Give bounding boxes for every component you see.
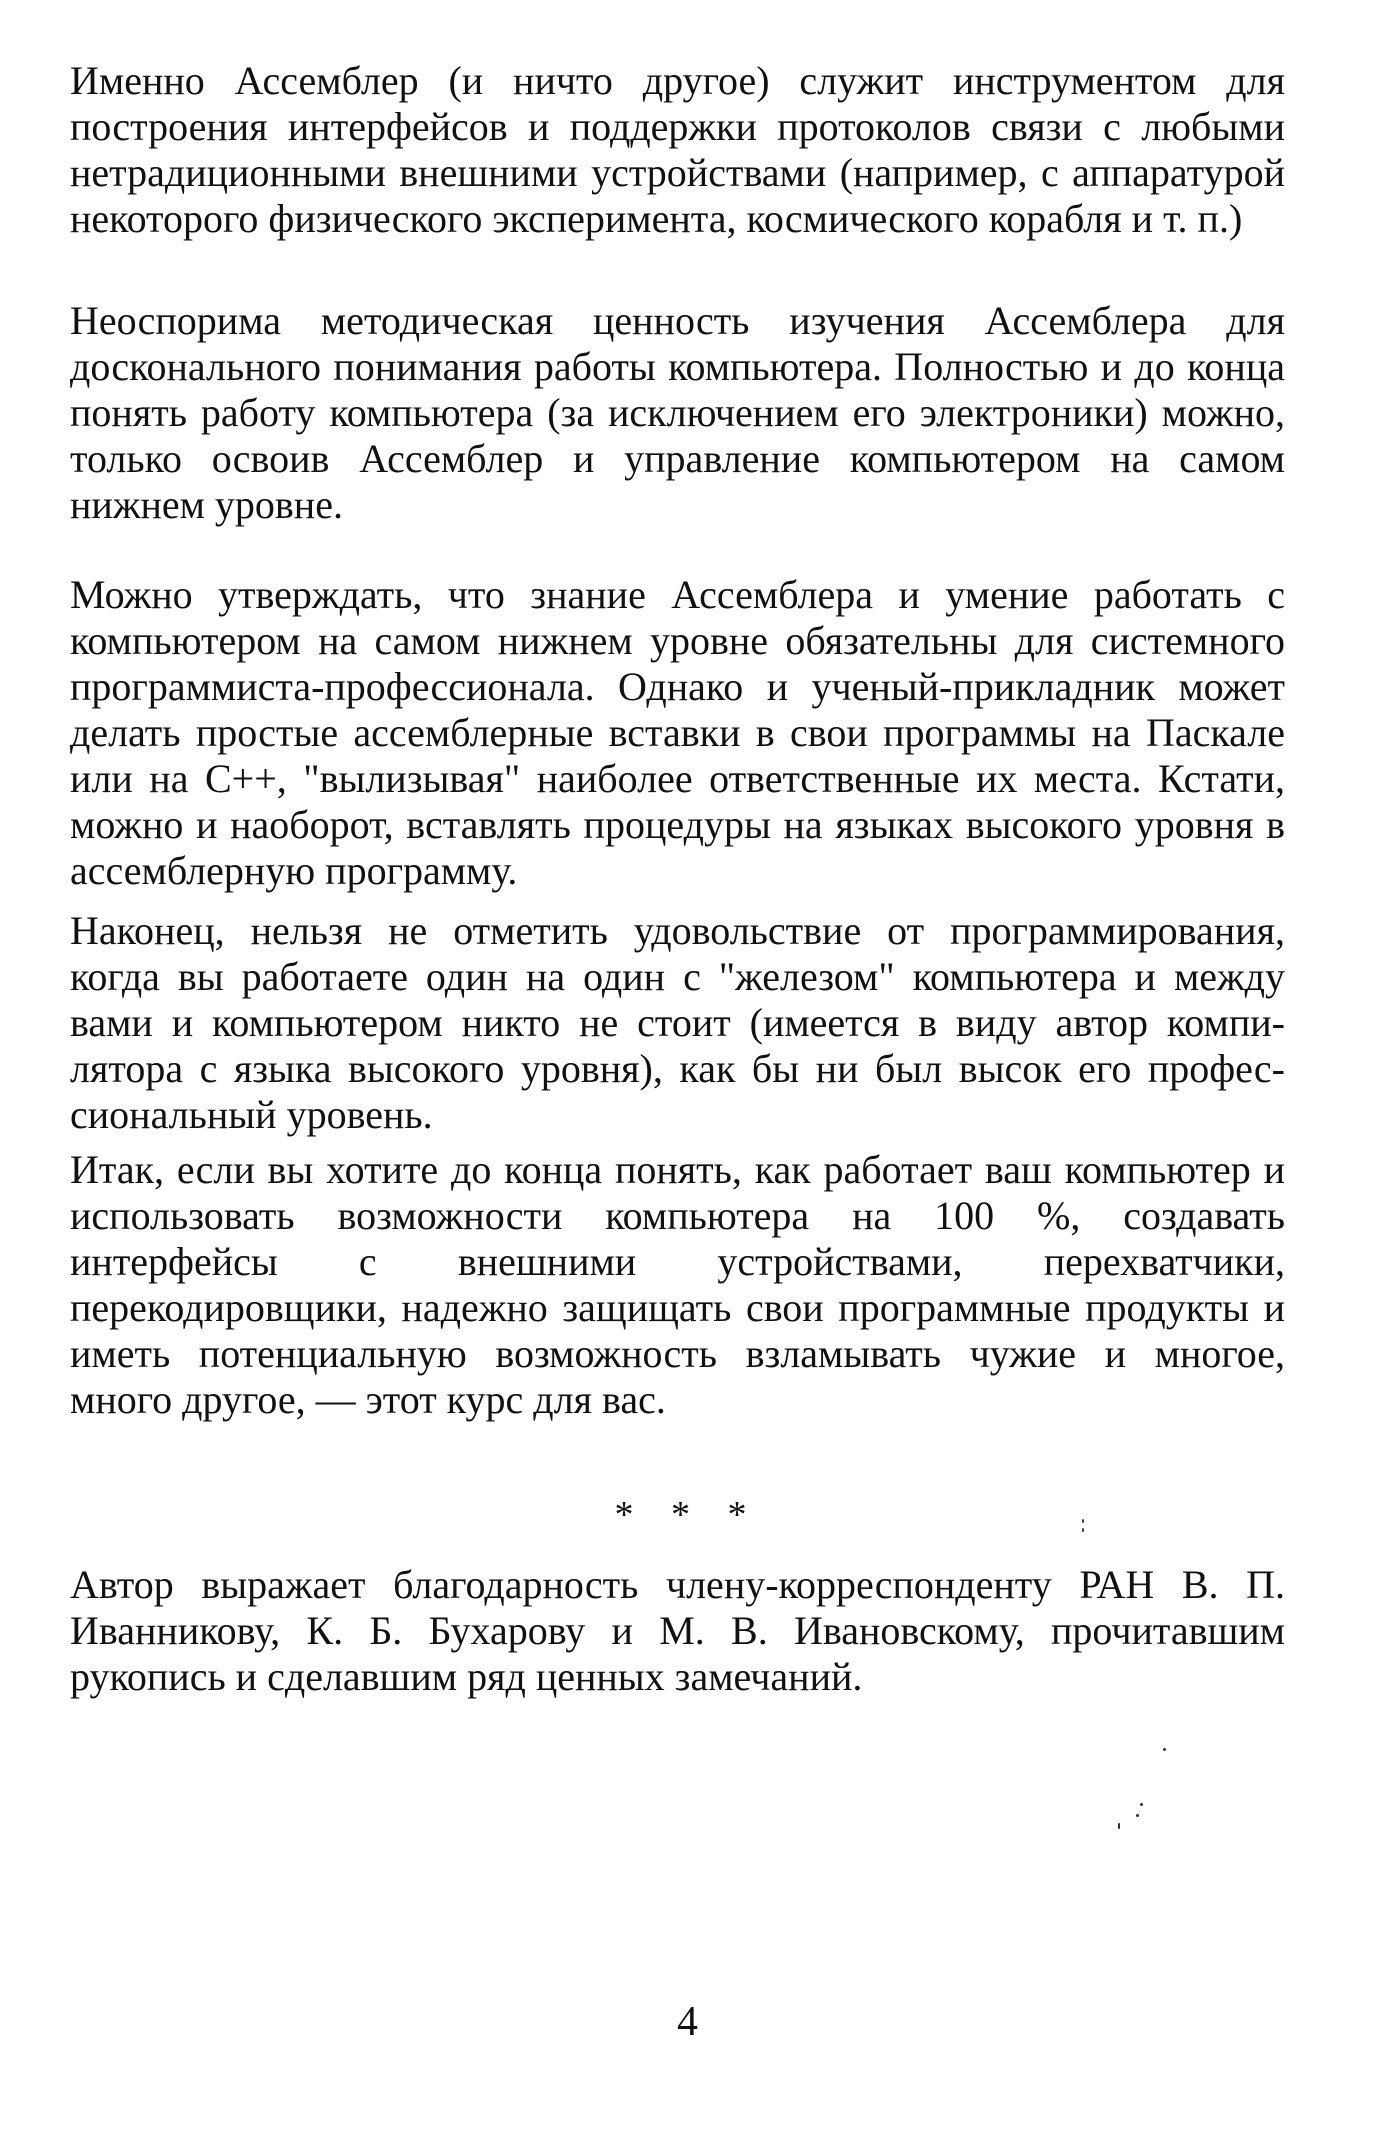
- scan-speck: [1163, 1748, 1166, 1751]
- paragraph-methodical-value: Неоспорима методическая ценность изучения Ассемблера для досконального понимания работы компьютера. Полностью и до конца понять работу компьютера (за исключением его электроники) можно, только освоив Ассемблер и управление компьютером на самом нижнем уровне.: [70, 298, 1285, 527]
- scan-speck: [1118, 1823, 1120, 1829]
- paragraph-system-programmer: Можно утверждать, что знание Ассемблера и умение работать с компьютером на самом нижнем уровне обязательны для системного программиста-профессионала. Однако и ученый-прикладник может делать простые ассемблерные вставки в свои программы на Паскале или на С++, "вылизывая" наиболее ответственные их места. Кстати, можно и наоборот, вставлять процедуры на языках высокого уровня в ассемблерную программу.: [70, 572, 1285, 893]
- paragraph-programming-pleasure: Наконец, нельзя не отметить удовольствие от программирования, когда вы работаете один на один с "железом" компьютера и между вами и компьютером никто не стоит (имеется в виду автор компилятора с языка высокого уровня), как бы ни был высок его профессиональный уровень.: [70, 908, 1285, 1137]
- paragraph-assembler-interfaces: Именно Ассемблер (и ничто другое) служит инструментом для построения интерфейсов и поддержки протоколов связи с любыми нетрадиционными внешними устройствами (например, с аппаратурой некоторого физического эксперимента, космического корабля и т. п.): [70, 58, 1285, 241]
- scan-speck: [1082, 1528, 1084, 1532]
- section-separator: * * *: [614, 1494, 761, 1536]
- scan-speck: [1140, 1803, 1143, 1806]
- paragraph-course-for-you: Итак, если вы хотите до конца понять, как работает ваш компьютер и использовать возможности компьютера на 100 %, создавать интерфейсы с внешними устройствами, перехватчики, перекодировщики, надежно защищать свои программные продукты и иметь потенциальную возможность взламывать чужие и многое, много другое, — этот курс для вас.: [70, 1147, 1285, 1422]
- acknowledgement-paragraph: Автор выражает благодарность члену-корреспонденту РАН В. П. Иванникову, К. Б. Бухарову и М. В. Ивановскому, прочитавшим рукопись и сделавшим ряд ценных замечаний.: [70, 1562, 1285, 1699]
- scan-speck: [1082, 1519, 1084, 1523]
- page-number: 4: [677, 1999, 698, 2045]
- scan-speck: [1136, 1814, 1139, 1817]
